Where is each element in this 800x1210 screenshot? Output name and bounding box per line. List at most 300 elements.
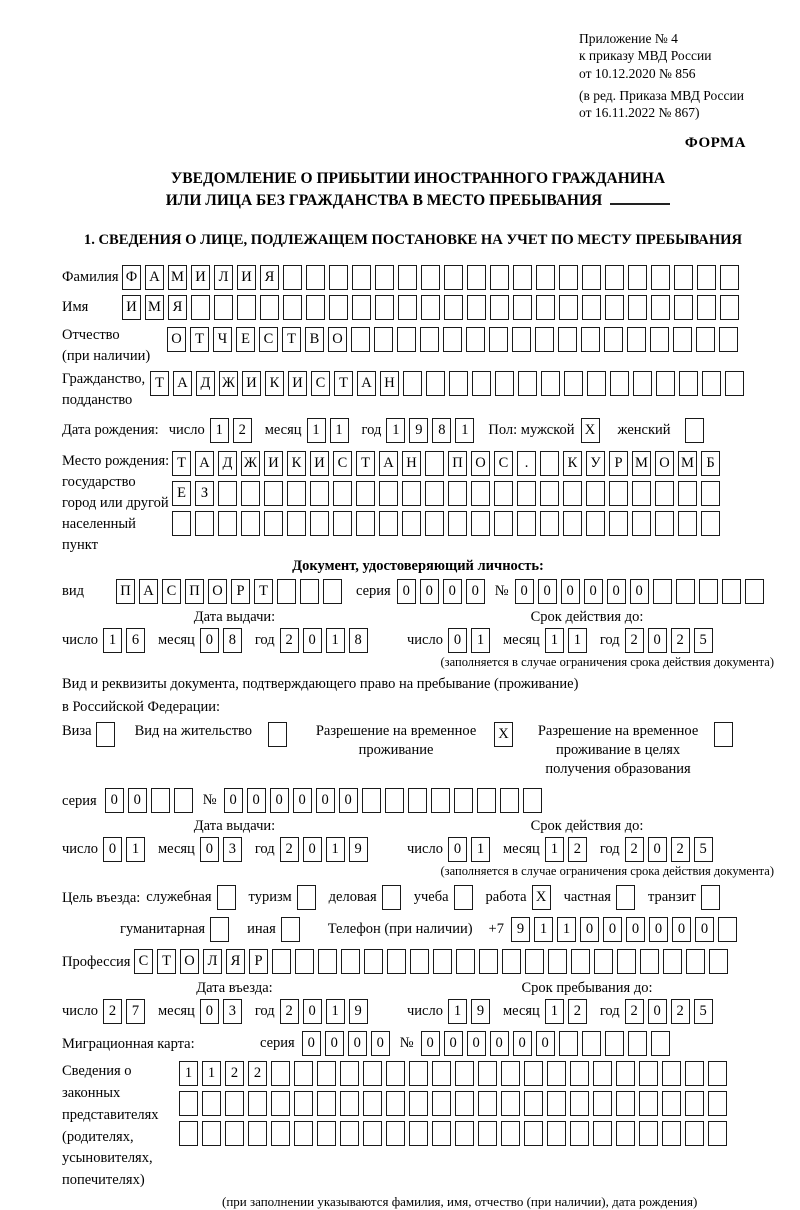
validity2-year-field-cell-1[interactable]: 0	[648, 837, 667, 862]
birthplace-line3-field-cell-6[interactable]	[310, 511, 329, 536]
birth-year-field[interactable]	[386, 418, 478, 443]
representatives-line1-field-cell-6[interactable]	[317, 1061, 336, 1086]
representatives-line2-field-cell-4[interactable]	[271, 1091, 290, 1116]
birth-day-field-cell-1[interactable]: 2	[233, 418, 252, 443]
permit-number-field-cell-10[interactable]	[454, 788, 473, 813]
birthplace-line1-field-cell-4[interactable]: И	[264, 451, 283, 476]
profession-field-cell-10[interactable]	[364, 949, 383, 974]
validity1-day-field-cell-1[interactable]: 1	[471, 628, 490, 653]
profession-field-cell-9[interactable]	[341, 949, 360, 974]
birthplace-line2-field-cell-16[interactable]	[540, 481, 559, 506]
firstname-field-cell-12[interactable]	[398, 295, 417, 320]
validity1-month-field-cell-0[interactable]: 1	[545, 628, 564, 653]
doc-number-field-cell-7[interactable]	[676, 579, 695, 604]
firstname-field-cell-18[interactable]	[536, 295, 555, 320]
birthplace-line3-field-cell-8[interactable]	[356, 511, 375, 536]
issue1-month-field-cell-1[interactable]: 8	[223, 628, 242, 653]
firstname-field-cell-1[interactable]: М	[145, 295, 164, 320]
validity2-month-field-cell-0[interactable]: 1	[545, 837, 564, 862]
phone-field-cell-8[interactable]: 0	[695, 917, 714, 942]
birthplace-line1-field-cell-12[interactable]: П	[448, 451, 467, 476]
issue1-year-field-cell-2[interactable]: 1	[326, 628, 345, 653]
doc-type-field-cell-9[interactable]	[323, 579, 342, 604]
purpose-transit-checkbox-cell-0[interactable]	[701, 885, 720, 910]
purpose-transit-checkbox[interactable]	[701, 885, 724, 910]
surname-field-cell-8[interactable]	[306, 265, 325, 290]
surname-field[interactable]	[122, 265, 743, 290]
representatives-line2-field-cell-6[interactable]	[317, 1091, 336, 1116]
permit-number-field-cell-5[interactable]: 0	[339, 788, 358, 813]
doc-number-field-cell-5[interactable]: 0	[630, 579, 649, 604]
title-blank-field[interactable]	[610, 191, 670, 205]
representatives-line3-field-cell-13[interactable]	[478, 1121, 497, 1146]
birthplace-line3-field-cell-22[interactable]	[678, 511, 697, 536]
firstname-field-cell-10[interactable]	[352, 295, 371, 320]
firstname-field[interactable]	[122, 295, 743, 320]
profession-field-cell-5[interactable]: Р	[249, 949, 268, 974]
birthplace-line3-field-cell-17[interactable]	[563, 511, 582, 536]
stay-year-field-cell-2[interactable]: 2	[671, 999, 690, 1024]
purpose-work-checkbox[interactable]	[532, 885, 555, 910]
validity2-month-field[interactable]	[545, 837, 591, 862]
patronymic-field-cell-12[interactable]	[443, 327, 462, 352]
birthplace-line1-field-cell-23[interactable]: Б	[701, 451, 720, 476]
firstname-field-cell-8[interactable]	[306, 295, 325, 320]
phone-field-cell-6[interactable]: 0	[649, 917, 668, 942]
permit-seria-field-cell-0[interactable]: 0	[105, 788, 124, 813]
birthplace-line2-field-cell-0[interactable]: Е	[172, 481, 191, 506]
citizenship-field-cell-4[interactable]: И	[242, 371, 261, 396]
representatives-line2-field-cell-14[interactable]	[501, 1091, 520, 1116]
citizenship-field-cell-9[interactable]: А	[357, 371, 376, 396]
purpose-work-checkbox-cell-0[interactable]: X	[532, 885, 551, 910]
validity2-day-field-cell-0[interactable]: 0	[448, 837, 467, 862]
migration-seria-field[interactable]	[302, 1031, 394, 1056]
representatives-line2-field-cell-23[interactable]	[708, 1091, 727, 1116]
citizenship-field-cell-10[interactable]: Н	[380, 371, 399, 396]
birthplace-line2-field-cell-15[interactable]	[517, 481, 536, 506]
representatives-line3-field-cell-4[interactable]	[271, 1121, 290, 1146]
representatives-line1-field-cell-20[interactable]	[639, 1061, 658, 1086]
birthplace-line3-field-cell-4[interactable]	[264, 511, 283, 536]
surname-field-cell-21[interactable]	[605, 265, 624, 290]
temp-residence-edu-checkbox[interactable]	[714, 722, 737, 747]
migration-seria-field-cell-2[interactable]: 0	[348, 1031, 367, 1056]
birthplace-line2-field-cell-1[interactable]: З	[195, 481, 214, 506]
citizenship-field-cell-7[interactable]: С	[311, 371, 330, 396]
permit-number-field-cell-13[interactable]	[523, 788, 542, 813]
representatives-line3-field-cell-9[interactable]	[386, 1121, 405, 1146]
citizenship-field-cell-6[interactable]: И	[288, 371, 307, 396]
representatives-line3-field-cell-10[interactable]	[409, 1121, 428, 1146]
representatives-line2-field-cell-10[interactable]	[409, 1091, 428, 1116]
patronymic-field-cell-24[interactable]	[719, 327, 738, 352]
issue2-year-field-cell-2[interactable]: 1	[326, 837, 345, 862]
purpose-study-checkbox[interactable]	[454, 885, 477, 910]
doc-type-field-cell-6[interactable]: Т	[254, 579, 273, 604]
representatives-line1-field-cell-15[interactable]	[524, 1061, 543, 1086]
firstname-field-cell-6[interactable]	[260, 295, 279, 320]
surname-field-cell-15[interactable]	[467, 265, 486, 290]
validity1-day-field-cell-0[interactable]: 0	[448, 628, 467, 653]
profession-field-cell-25[interactable]	[709, 949, 728, 974]
patronymic-field-cell-18[interactable]	[581, 327, 600, 352]
patronymic-field-cell-21[interactable]	[650, 327, 669, 352]
representatives-line1-field-cell-21[interactable]	[662, 1061, 681, 1086]
entry-day-field-cell-0[interactable]: 2	[103, 999, 122, 1024]
representatives-line3-field-cell-3[interactable]	[248, 1121, 267, 1146]
issue2-month-field[interactable]	[200, 837, 246, 862]
representatives-line2-field-cell-16[interactable]	[547, 1091, 566, 1116]
representatives-line1-field-cell-5[interactable]	[294, 1061, 313, 1086]
visa-checkbox-cell-0[interactable]	[96, 722, 115, 747]
migration-number-field-cell-9[interactable]	[628, 1031, 647, 1056]
citizenship-field-cell-12[interactable]	[426, 371, 445, 396]
patronymic-field[interactable]	[167, 327, 742, 352]
temp-residence-checkbox[interactable]	[494, 722, 517, 747]
phone-field-cell-5[interactable]: 0	[626, 917, 645, 942]
representatives-line1-field-cell-11[interactable]	[432, 1061, 451, 1086]
entry-year-field-cell-2[interactable]: 1	[326, 999, 345, 1024]
surname-field-cell-10[interactable]	[352, 265, 371, 290]
representatives-line2-field-cell-22[interactable]	[685, 1091, 704, 1116]
firstname-field-cell-5[interactable]	[237, 295, 256, 320]
birthplace-line2-field-cell-7[interactable]	[333, 481, 352, 506]
issue1-year-field[interactable]	[280, 628, 372, 653]
birthplace-line2-field-cell-2[interactable]	[218, 481, 237, 506]
birthplace-line1-field-cell-14[interactable]: С	[494, 451, 513, 476]
doc-number-field-cell-8[interactable]	[699, 579, 718, 604]
firstname-field-cell-4[interactable]	[214, 295, 233, 320]
birthplace-line2-field-cell-8[interactable]	[356, 481, 375, 506]
profession-field-cell-24[interactable]	[686, 949, 705, 974]
surname-field-cell-6[interactable]: Я	[260, 265, 279, 290]
representatives-line1-field-cell-19[interactable]	[616, 1061, 635, 1086]
representatives-line2-field-cell-1[interactable]	[202, 1091, 221, 1116]
stay-year-field[interactable]	[625, 999, 717, 1024]
birthplace-line3-field-cell-21[interactable]	[655, 511, 674, 536]
issue1-day-field-cell-0[interactable]: 1	[103, 628, 122, 653]
representatives-line2-field-cell-17[interactable]	[570, 1091, 589, 1116]
profession-field-cell-23[interactable]	[663, 949, 682, 974]
birthplace-line3-field-cell-5[interactable]	[287, 511, 306, 536]
profession-field-cell-18[interactable]	[548, 949, 567, 974]
purpose-other-checkbox[interactable]	[281, 917, 304, 942]
firstname-field-cell-15[interactable]	[467, 295, 486, 320]
patronymic-field-cell-15[interactable]	[512, 327, 531, 352]
patronymic-field-cell-10[interactable]	[397, 327, 416, 352]
citizenship-field-cell-1[interactable]: А	[173, 371, 192, 396]
firstname-field-cell-16[interactable]	[490, 295, 509, 320]
representatives-line3-field-cell-15[interactable]	[524, 1121, 543, 1146]
representatives-line2-field-cell-5[interactable]	[294, 1091, 313, 1116]
surname-field-cell-14[interactable]	[444, 265, 463, 290]
surname-field-cell-25[interactable]	[697, 265, 716, 290]
doc-seria-field[interactable]	[397, 579, 489, 604]
citizenship-field-cell-23[interactable]	[679, 371, 698, 396]
issue1-month-field-cell-0[interactable]: 0	[200, 628, 219, 653]
doc-number-field-cell-6[interactable]	[653, 579, 672, 604]
birthplace-line1-field-cell-9[interactable]: А	[379, 451, 398, 476]
firstname-field-cell-20[interactable]	[582, 295, 601, 320]
issue1-month-field[interactable]	[200, 628, 246, 653]
purpose-official-checkbox[interactable]	[217, 885, 240, 910]
surname-field-cell-3[interactable]: И	[191, 265, 210, 290]
doc-type-field-cell-8[interactable]	[300, 579, 319, 604]
representatives-line1-field-cell-2[interactable]: 2	[225, 1061, 244, 1086]
birthplace-line1-field-cell-11[interactable]	[425, 451, 444, 476]
stay-day-field-cell-1[interactable]: 9	[471, 999, 490, 1024]
migration-number-field-cell-1[interactable]: 0	[444, 1031, 463, 1056]
migration-number-field-cell-7[interactable]	[582, 1031, 601, 1056]
birthplace-line3-field-cell-12[interactable]	[448, 511, 467, 536]
birthplace-line2-field-cell-12[interactable]	[448, 481, 467, 506]
birthplace-line1-field-cell-13[interactable]: О	[471, 451, 490, 476]
representatives-line1-field-cell-16[interactable]	[547, 1061, 566, 1086]
patronymic-field-cell-1[interactable]: Т	[190, 327, 209, 352]
firstname-field-cell-26[interactable]	[720, 295, 739, 320]
validity1-year-field[interactable]	[625, 628, 717, 653]
profession-field-cell-11[interactable]	[387, 949, 406, 974]
representatives-line2-field-cell-21[interactable]	[662, 1091, 681, 1116]
profession-field-cell-21[interactable]	[617, 949, 636, 974]
doc-number-field-cell-3[interactable]: 0	[584, 579, 603, 604]
profession-field-cell-7[interactable]	[295, 949, 314, 974]
birthplace-line1-field-cell-6[interactable]: И	[310, 451, 329, 476]
surname-field-cell-0[interactable]: Ф	[122, 265, 141, 290]
patronymic-field-cell-17[interactable]	[558, 327, 577, 352]
citizenship-field[interactable]	[150, 371, 748, 396]
citizenship-field-cell-18[interactable]	[564, 371, 583, 396]
migration-seria-field-cell-1[interactable]: 0	[325, 1031, 344, 1056]
issue2-year-field[interactable]	[280, 837, 372, 862]
entry-month-field[interactable]	[200, 999, 246, 1024]
issue2-day-field-cell-0[interactable]: 0	[103, 837, 122, 862]
patronymic-field-cell-7[interactable]: О	[328, 327, 347, 352]
citizenship-field-cell-11[interactable]	[403, 371, 422, 396]
doc-type-field-cell-4[interactable]: О	[208, 579, 227, 604]
representatives-line2-field-cell-7[interactable]	[340, 1091, 359, 1116]
profession-field-cell-14[interactable]	[456, 949, 475, 974]
purpose-business-checkbox[interactable]	[382, 885, 405, 910]
phone-field-cell-9[interactable]	[718, 917, 737, 942]
representatives-line2-field-cell-19[interactable]	[616, 1091, 635, 1116]
doc-type-field-cell-3[interactable]: П	[185, 579, 204, 604]
surname-field-cell-26[interactable]	[720, 265, 739, 290]
purpose-private-checkbox[interactable]	[616, 885, 639, 910]
surname-field-cell-24[interactable]	[674, 265, 693, 290]
patronymic-field-cell-4[interactable]: С	[259, 327, 278, 352]
representatives-line1-field-cell-1[interactable]: 1	[202, 1061, 221, 1086]
migration-number-field-cell-3[interactable]: 0	[490, 1031, 509, 1056]
firstname-field-cell-21[interactable]	[605, 295, 624, 320]
birth-year-field-cell-3[interactable]: 1	[455, 418, 474, 443]
birthplace-line1-field-cell-21[interactable]: О	[655, 451, 674, 476]
citizenship-field-cell-16[interactable]	[518, 371, 537, 396]
purpose-official-checkbox-cell-0[interactable]	[217, 885, 236, 910]
purpose-tourism-checkbox[interactable]	[297, 885, 320, 910]
surname-field-cell-20[interactable]	[582, 265, 601, 290]
representatives-line3-field-cell-11[interactable]	[432, 1121, 451, 1146]
entry-year-field-cell-3[interactable]: 9	[349, 999, 368, 1024]
doc-number-field-cell-10[interactable]	[745, 579, 764, 604]
entry-year-field-cell-0[interactable]: 2	[280, 999, 299, 1024]
representatives-line2-field-cell-0[interactable]	[179, 1091, 198, 1116]
birthplace-line1-field-cell-16[interactable]	[540, 451, 559, 476]
representatives-line3-field-cell-23[interactable]	[708, 1121, 727, 1146]
representatives-line3-field-cell-12[interactable]	[455, 1121, 474, 1146]
representatives-line3-field[interactable]	[179, 1121, 731, 1146]
stay-month-field-cell-0[interactable]: 1	[545, 999, 564, 1024]
representatives-line1-field-cell-3[interactable]: 2	[248, 1061, 267, 1086]
birthplace-line3-field-cell-23[interactable]	[701, 511, 720, 536]
representatives-line1-field-cell-12[interactable]	[455, 1061, 474, 1086]
patronymic-field-cell-6[interactable]: В	[305, 327, 324, 352]
phone-field-cell-4[interactable]: 0	[603, 917, 622, 942]
birthplace-line1-field-cell-15[interactable]: .	[517, 451, 536, 476]
doc-seria-field-cell-3[interactable]: 0	[466, 579, 485, 604]
citizenship-field-cell-13[interactable]	[449, 371, 468, 396]
birthplace-line1-field-cell-2[interactable]: Д	[218, 451, 237, 476]
permit-number-field-cell-11[interactable]	[477, 788, 496, 813]
migration-number-field-cell-6[interactable]	[559, 1031, 578, 1056]
permit-number-field-cell-7[interactable]	[385, 788, 404, 813]
representatives-line1-field-cell-14[interactable]	[501, 1061, 520, 1086]
doc-type-field-cell-2[interactable]: С	[162, 579, 181, 604]
firstname-field-cell-19[interactable]	[559, 295, 578, 320]
surname-field-cell-22[interactable]	[628, 265, 647, 290]
patronymic-field-cell-23[interactable]	[696, 327, 715, 352]
birthplace-line3-field-cell-19[interactable]	[609, 511, 628, 536]
surname-field-cell-23[interactable]	[651, 265, 670, 290]
entry-month-field-cell-1[interactable]: 3	[223, 999, 242, 1024]
issue2-day-field[interactable]	[103, 837, 149, 862]
representatives-line2-field-cell-18[interactable]	[593, 1091, 612, 1116]
issue2-month-field-cell-0[interactable]: 0	[200, 837, 219, 862]
patronymic-field-cell-11[interactable]	[420, 327, 439, 352]
validity1-month-field[interactable]	[545, 628, 591, 653]
representatives-line1-field-cell-4[interactable]	[271, 1061, 290, 1086]
representatives-line3-field-cell-16[interactable]	[547, 1121, 566, 1146]
permit-number-field-cell-8[interactable]	[408, 788, 427, 813]
birthplace-line1-field-cell-10[interactable]: Н	[402, 451, 421, 476]
surname-field-cell-9[interactable]	[329, 265, 348, 290]
validity2-month-field-cell-1[interactable]: 2	[568, 837, 587, 862]
purpose-private-checkbox-cell-0[interactable]	[616, 885, 635, 910]
validity1-month-field-cell-1[interactable]: 1	[568, 628, 587, 653]
birthplace-line1-field[interactable]	[172, 451, 724, 476]
representatives-line1-field-cell-18[interactable]	[593, 1061, 612, 1086]
doc-type-field-cell-7[interactable]	[277, 579, 296, 604]
profession-field-cell-3[interactable]: Л	[203, 949, 222, 974]
representatives-line3-field-cell-22[interactable]	[685, 1121, 704, 1146]
birthplace-line2-field-cell-23[interactable]	[701, 481, 720, 506]
birthplace-line2-field-cell-22[interactable]	[678, 481, 697, 506]
birthplace-line3-field-cell-13[interactable]	[471, 511, 490, 536]
validity2-year-field-cell-0[interactable]: 2	[625, 837, 644, 862]
birthplace-line3-field-cell-18[interactable]	[586, 511, 605, 536]
doc-number-field-cell-9[interactable]	[722, 579, 741, 604]
birthplace-line1-field-cell-5[interactable]: К	[287, 451, 306, 476]
purpose-humanitarian-checkbox[interactable]	[210, 917, 233, 942]
surname-field-cell-7[interactable]	[283, 265, 302, 290]
representatives-line1-field-cell-7[interactable]	[340, 1061, 359, 1086]
firstname-field-cell-7[interactable]	[283, 295, 302, 320]
birthplace-line1-field-cell-1[interactable]: А	[195, 451, 214, 476]
birth-month-field-cell-0[interactable]: 1	[307, 418, 326, 443]
representatives-line1-field-cell-23[interactable]	[708, 1061, 727, 1086]
representatives-line1-field-cell-8[interactable]	[363, 1061, 382, 1086]
issue1-year-field-cell-3[interactable]: 8	[349, 628, 368, 653]
representatives-line3-field-cell-14[interactable]	[501, 1121, 520, 1146]
stay-day-field-cell-0[interactable]: 1	[448, 999, 467, 1024]
profession-field-cell-6[interactable]	[272, 949, 291, 974]
profession-field-cell-20[interactable]	[594, 949, 613, 974]
doc-number-field-cell-0[interactable]: 0	[515, 579, 534, 604]
doc-number-field-cell-1[interactable]: 0	[538, 579, 557, 604]
profession-field-cell-12[interactable]	[410, 949, 429, 974]
issue2-year-field-cell-0[interactable]: 2	[280, 837, 299, 862]
issue2-month-field-cell-1[interactable]: 3	[223, 837, 242, 862]
entry-day-field-cell-1[interactable]: 7	[126, 999, 145, 1024]
temp-residence-edu-checkbox-cell-0[interactable]	[714, 722, 733, 747]
validity2-day-field-cell-1[interactable]: 1	[471, 837, 490, 862]
issue1-day-field-cell-1[interactable]: 6	[126, 628, 145, 653]
birthplace-line3-field-cell-16[interactable]	[540, 511, 559, 536]
birthplace-line2-field-cell-19[interactable]	[609, 481, 628, 506]
migration-number-field-cell-10[interactable]	[651, 1031, 670, 1056]
migration-number-field[interactable]	[421, 1031, 674, 1056]
profession-field-cell-19[interactable]	[571, 949, 590, 974]
birthplace-line2-field-cell-21[interactable]	[655, 481, 674, 506]
birth-year-field-cell-2[interactable]: 8	[432, 418, 451, 443]
permit-number-field-cell-2[interactable]: 0	[270, 788, 289, 813]
citizenship-field-cell-14[interactable]	[472, 371, 491, 396]
migration-number-field-cell-8[interactable]	[605, 1031, 624, 1056]
birthplace-line1-field-cell-17[interactable]: К	[563, 451, 582, 476]
permit-number-field-cell-12[interactable]	[500, 788, 519, 813]
representatives-line1-field-cell-22[interactable]	[685, 1061, 704, 1086]
representatives-line3-field-cell-8[interactable]	[363, 1121, 382, 1146]
surname-field-cell-19[interactable]	[559, 265, 578, 290]
doc-type-field[interactable]	[116, 579, 346, 604]
birthplace-line2-field-cell-4[interactable]	[264, 481, 283, 506]
citizenship-field-cell-21[interactable]	[633, 371, 652, 396]
representatives-line2-field[interactable]	[179, 1091, 731, 1116]
birth-year-field-cell-0[interactable]: 1	[386, 418, 405, 443]
doc-type-field-cell-0[interactable]: П	[116, 579, 135, 604]
representatives-line2-field-cell-3[interactable]	[248, 1091, 267, 1116]
temp-residence-checkbox-cell-0[interactable]: X	[494, 722, 513, 747]
representatives-line2-field-cell-11[interactable]	[432, 1091, 451, 1116]
surname-field-cell-18[interactable]	[536, 265, 555, 290]
patronymic-field-cell-20[interactable]	[627, 327, 646, 352]
phone-field-cell-2[interactable]: 1	[557, 917, 576, 942]
birthplace-line2-field-cell-6[interactable]	[310, 481, 329, 506]
citizenship-field-cell-24[interactable]	[702, 371, 721, 396]
citizenship-field-cell-22[interactable]	[656, 371, 675, 396]
birth-month-field-cell-1[interactable]: 1	[330, 418, 349, 443]
purpose-tourism-checkbox-cell-0[interactable]	[297, 885, 316, 910]
representatives-line3-field-cell-21[interactable]	[662, 1121, 681, 1146]
birth-day-field-cell-0[interactable]: 1	[210, 418, 229, 443]
sex-male-checkbox[interactable]	[581, 418, 604, 443]
stay-month-field-cell-1[interactable]: 2	[568, 999, 587, 1024]
issue2-year-field-cell-1[interactable]: 0	[303, 837, 322, 862]
firstname-field-cell-22[interactable]	[628, 295, 647, 320]
firstname-field-cell-17[interactable]	[513, 295, 532, 320]
migration-seria-field-cell-0[interactable]: 0	[302, 1031, 321, 1056]
